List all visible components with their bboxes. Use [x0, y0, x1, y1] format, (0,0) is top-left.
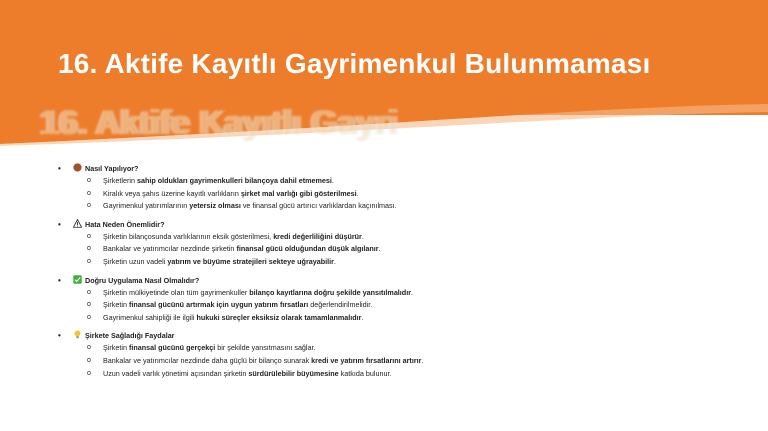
ghost-title-echo: 16. Aktife Kayıtlı Gayri [40, 104, 398, 142]
item-text: . [378, 244, 381, 254]
item-text: Kiralık veya şahıs üzerine kayıtlı varlıkların [103, 188, 241, 198]
section-heading [58, 219, 738, 231]
slide-title: 16. Aktife Kayıtlı Gayrimenkul Bulunmaması [58, 48, 651, 79]
brown-circle-icon [73, 163, 82, 172]
sub-list [58, 287, 738, 325]
section-heading-text: Doğru Uygulama Nasıl Olmalıdır? [85, 275, 200, 285]
emphasis-text: bilanço kayıtlarına doğru şekilde yansıtılmalıdır [249, 287, 411, 297]
item-text: değerlendirilmelidir. [308, 300, 373, 310]
list-item [58, 243, 738, 256]
list-item [58, 312, 738, 325]
list-item [58, 299, 738, 312]
sub-bullet: o [87, 245, 91, 253]
section [58, 219, 738, 269]
sub-bullet: o [87, 177, 91, 184]
section-heading [58, 330, 738, 342]
emphasis-text: kredi değerliliğini düşürür [273, 231, 362, 241]
item-text: . [361, 312, 364, 322]
sub-bullet: o [87, 344, 91, 352]
section-heading-text: Şirkete Sağladığı Faydalar [85, 331, 175, 341]
bullet-dot: • [58, 275, 61, 285]
list-item [58, 200, 738, 213]
emphasis-text: şirket mal varlığı gibi gösterilmesi [240, 188, 357, 198]
item-text: . [356, 188, 359, 198]
item-text: . [411, 287, 413, 297]
sub-bullet: o [87, 202, 91, 210]
check-box-icon [73, 275, 82, 284]
section [58, 163, 738, 213]
section-heading-text: Nasıl Yapılıyor? [85, 164, 139, 173]
sub-bullet: o [87, 369, 91, 377]
sub-bullet: o [87, 313, 91, 321]
list-item [58, 368, 738, 381]
sub-bullet: o [87, 356, 91, 364]
sub-list [58, 231, 738, 269]
sub-bullet: o [87, 301, 91, 309]
item-text: katkıda bulunur. [338, 368, 392, 378]
list-item [58, 188, 738, 201]
item-text: Şirketin uzun vadeli [103, 256, 168, 266]
list-item [58, 287, 738, 300]
list-item [58, 342, 738, 355]
emphasis-text: sahip oldukları gayrimenkulleri bilançoya dahil etmemesi [136, 176, 332, 185]
item-text: Gayrimenkul yatırımlarının [103, 201, 190, 211]
warning-icon [73, 219, 82, 228]
item-text: . [333, 256, 336, 266]
item-text: Şirketin [103, 300, 129, 310]
sub-bullet: o [87, 288, 91, 296]
item-text: . [361, 231, 364, 241]
emphasis-text: yetersiz olması [189, 201, 241, 211]
slide-content [58, 163, 738, 386]
item-text: Şirketin mülkiyetinde olan tüm gayrimenkuller [103, 287, 250, 297]
item-text: . [331, 176, 334, 185]
list-item [58, 175, 738, 188]
emphasis-text: finansal gücünü artırmak için uygun yatırım fırsatları [128, 300, 309, 310]
section-heading [58, 163, 738, 175]
list-item [58, 256, 738, 269]
bullet-dot: • [58, 331, 61, 341]
sub-list [58, 342, 738, 380]
item-text: Gayrimenkul sahipliği ile ilgili [103, 312, 197, 322]
emphasis-text: sürdürülebilir büyümesine [248, 368, 339, 378]
item-text: Bankalar ve yatırımcılar nezdinde şirketin [103, 244, 237, 254]
sub-bullet: o [87, 257, 91, 265]
sub-bullet: o [87, 232, 91, 240]
light-bulb-icon [73, 330, 82, 339]
section-heading-text: Hata Neden Önemlidir? [85, 219, 165, 229]
emphasis-text: hukuki süreçler eksiksiz olarak tamamlanmalıdır [196, 312, 362, 322]
item-text: Şirketin [103, 343, 129, 353]
emphasis-text: finansal gücü olduğundan düşük algılanır [236, 244, 379, 254]
item-text: Uzun vadeli varlık yönetimi açısından şirketin [103, 368, 249, 378]
emphasis-text: yatırım ve büyüme stratejileri sekteye uğrayabilir [167, 256, 334, 266]
item-text: . [421, 355, 424, 365]
section [58, 275, 738, 325]
emphasis-text: kredi ve yatırım fırsatlarını artırır [311, 355, 422, 365]
sub-list [58, 175, 738, 213]
item-text: ve finansal gücü artırıcı varlıklardan kaçınılması. [240, 201, 397, 211]
bullet-dot: • [58, 219, 61, 229]
emphasis-text: finansal gücünü gerçekçi [128, 343, 216, 353]
item-text: Bankalar ve yatırımcılar nezdinde daha güçlü bir bilanço sunarak [103, 355, 312, 365]
section-heading [58, 275, 738, 287]
sub-bullet: o [87, 189, 91, 197]
section [58, 330, 738, 380]
item-text: Şirketin bilançosunda varlıklarının eksik gösterilmesi, [103, 231, 274, 241]
list-item [58, 231, 738, 244]
item-text: bir şekilde yansıtmasını sağlar. [215, 343, 316, 353]
list-item [58, 355, 738, 368]
item-text: Şirketlerin [103, 176, 137, 185]
bullet-dot: • [58, 164, 61, 173]
